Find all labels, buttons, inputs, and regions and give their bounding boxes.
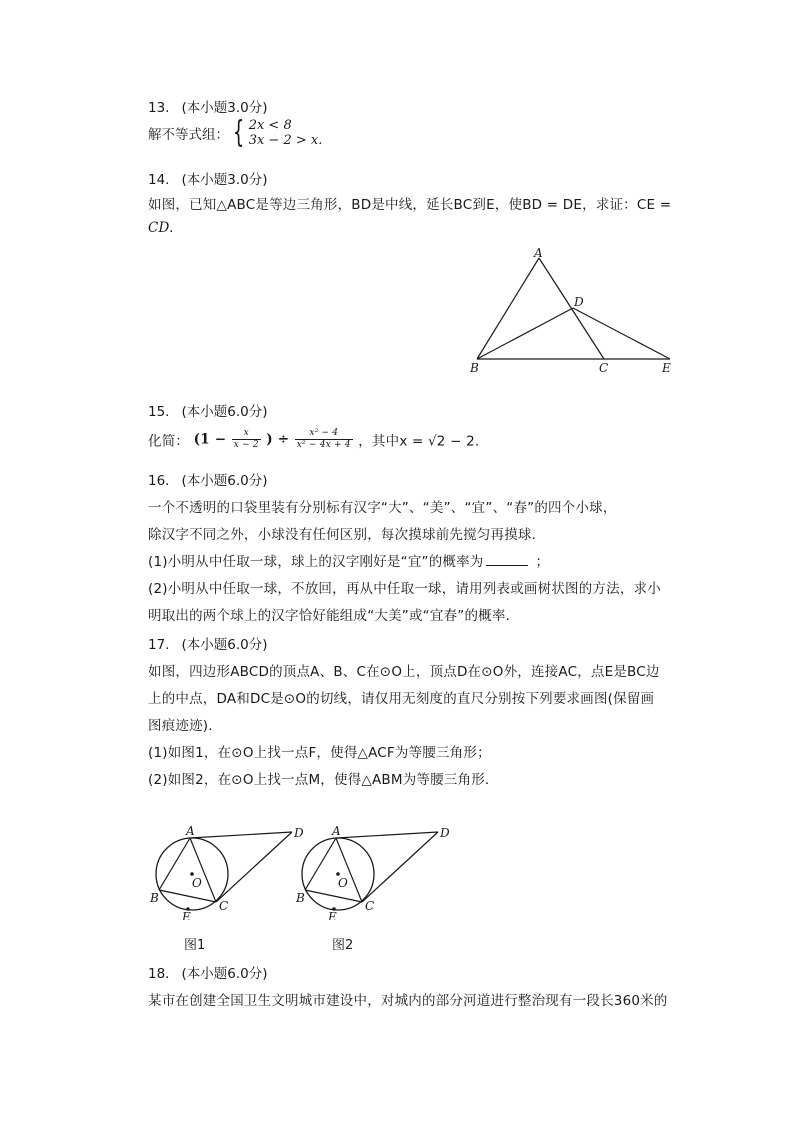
q16-part2-line2: 明取出的两个球上的汉字恰好能组成“大美”或“宜春”的概率． xyxy=(148,608,520,624)
fig1-label-b: B xyxy=(150,891,159,905)
q15-fraction-2 xyxy=(295,428,353,451)
q15-fraction-2-numerator: x² − 4 xyxy=(295,428,353,440)
q18-number: 18. xyxy=(148,966,170,982)
q15-open: (1 − xyxy=(193,431,227,448)
q13-problem xyxy=(148,115,323,150)
q16-part1 xyxy=(148,550,549,570)
q15-points: (本小题6.0分) xyxy=(181,404,268,420)
q15-header xyxy=(148,400,268,420)
q18-points: (本小题6.0分) xyxy=(181,966,268,982)
q17-statement-line1: 如图，四边形ABCD的顶点A、B、C在⊙O上，顶点D在⊙O外，连接AC，点E是BC边 xyxy=(148,664,660,680)
q17-number: 17. xyxy=(148,637,170,653)
fig1-label-e: E xyxy=(182,910,191,920)
q16-points: (本小题6.0分) xyxy=(181,473,268,489)
system-brace: { xyxy=(233,115,245,150)
q16-part1-text: (1)小明从中任取一球，球上的汉字刚好是“宜”的概率为 xyxy=(148,554,484,570)
q14-label-c: C xyxy=(599,361,609,375)
fig2-label-e: E xyxy=(328,910,337,920)
q17-points: (本小题6.0分) xyxy=(181,637,268,653)
q14-label-e: E xyxy=(662,361,671,375)
q14-triangle-figure xyxy=(466,244,686,379)
q15-close: ) ÷ xyxy=(266,431,290,448)
q17-figure-1-caption: 图1 xyxy=(184,938,206,953)
q14-label-b: B xyxy=(470,361,479,375)
q16-number: 16. xyxy=(148,473,170,489)
q16-statement-line1: 一个不透明的口袋里装有分别标有汉字“大”、“美”、“宜”、“春”的四个小球， xyxy=(148,500,617,516)
q14-statement-line2: CD. xyxy=(148,220,174,236)
fig1-label-o: O xyxy=(192,876,202,890)
q16-header xyxy=(148,469,268,489)
q14-statement-line1: 如图，已知△ABC是等边三角形，BD是中线，延长BC到E，使BD = DE，求证：CE = xyxy=(148,197,672,213)
fig2-label-a: A xyxy=(332,824,341,838)
fig2-label-d: D xyxy=(440,826,450,840)
q16-part1-end: ； xyxy=(535,554,550,570)
q17-part2: (2)如图2，在⊙O上找一点M，使得△ABM为等腰三角形． xyxy=(148,772,499,788)
q18-statement-line1: 某市在创建全国卫生文明城市建设中，对城内的部分河道进行整治现有一段长360米的 xyxy=(148,993,668,1009)
fig2-label-o: O xyxy=(338,876,348,890)
q15-lead: 化简： xyxy=(148,433,190,450)
fig2-label-c: C xyxy=(365,899,375,913)
q13-points: (本小题3.0分) xyxy=(181,100,268,116)
fig1-label-c: C xyxy=(219,899,229,913)
q16-statement-line2: 除汉字不同之外，小球没有任何区别，每次摸球前先搅匀再摸球． xyxy=(148,527,546,543)
q17-figure-2 xyxy=(292,820,462,920)
fig1-label-a: A xyxy=(186,824,195,838)
q15-tail: ，其中x = √2 − 2. xyxy=(358,433,480,450)
q13-inequality-1: 2x < 8 xyxy=(248,118,292,133)
q14-header xyxy=(148,168,268,188)
q13-lead: 解不等式组： xyxy=(148,127,229,143)
q15-fraction-1 xyxy=(232,428,261,451)
q13-header xyxy=(148,96,268,116)
fig2-label-b: B xyxy=(296,891,305,905)
q14-label-a: A xyxy=(534,246,543,260)
q13-inequality-2: 3x − 2 > x. xyxy=(248,133,323,148)
q15-fraction-2-denominator: x² − 4x + 4 xyxy=(296,440,351,450)
q17-figure-1 xyxy=(146,820,316,920)
q18-header xyxy=(148,962,268,982)
q17-part1: (1)如图1，在⊙O上找一点F，使得△ACF为等腰三角形； xyxy=(148,745,491,761)
q13-number: 13. xyxy=(148,100,170,116)
q14-number: 14. xyxy=(148,172,170,188)
q17-statement-line2: 上的中点，DA和DC是⊙O的切线，请仅用无刻度的直尺分别按下列要求画图(保留画 xyxy=(148,691,655,707)
q15-fraction-1-denominator: x − 2 xyxy=(233,440,259,450)
fig1-label-d: D xyxy=(294,826,304,840)
q14-label-d: D xyxy=(574,295,584,309)
answer-blank xyxy=(486,553,528,566)
q16-part2-line1: (2)小明从中任取一球，不放回，再从中任取一球，请用列表或画树状图的方法，求小 xyxy=(148,581,661,597)
q15-expression xyxy=(148,428,479,451)
q17-header xyxy=(148,633,268,653)
q15-fraction-1-numerator: x xyxy=(232,428,261,440)
q17-statement-line3: 图痕迹迹)． xyxy=(148,718,222,734)
q17-figure-2-caption: 图2 xyxy=(332,938,354,953)
q15-number: 15. xyxy=(148,404,170,420)
q14-points: (本小题3.0分) xyxy=(181,172,268,188)
